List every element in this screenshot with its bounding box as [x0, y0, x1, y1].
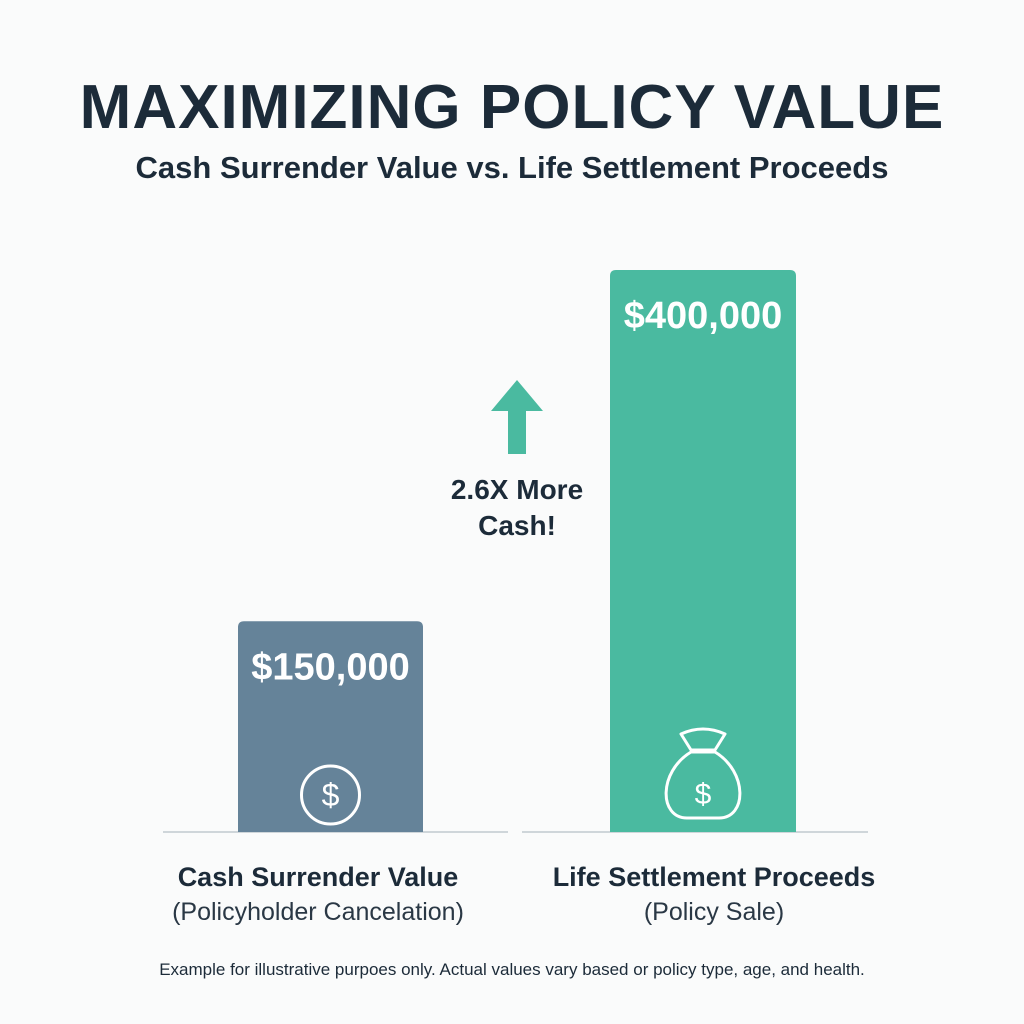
page-title: MAXIMIZING POLICY VALUE — [79, 73, 945, 142]
category-label-1: Life Settlement Proceeds — [552, 862, 876, 892]
value-label-1: $400,000 — [623, 295, 783, 337]
svg-text:$: $ — [694, 778, 712, 811]
bar-1 — [610, 270, 796, 832]
page-subtitle: Cash Surrender Value vs. Life Settlement Proceeds — [135, 150, 889, 185]
bar-group-1 — [610, 270, 796, 832]
category-subtitle-1: (Policy Sale) — [643, 898, 785, 926]
value-label-0: $150,000 — [251, 646, 410, 689]
category-subtitle-0: (Policyholder Cancelation) — [172, 898, 464, 926]
footnote: Example for illustrative purpoes only. Actual values vary based or policy type, age, and health. — [159, 960, 865, 979]
category-label-0: Cash Surrender Value — [177, 862, 459, 892]
up-arrow-icon — [491, 380, 543, 454]
multiplier-annotation: 2.6X More Cash! — [450, 474, 584, 541]
svg-text:$: $ — [321, 777, 340, 813]
